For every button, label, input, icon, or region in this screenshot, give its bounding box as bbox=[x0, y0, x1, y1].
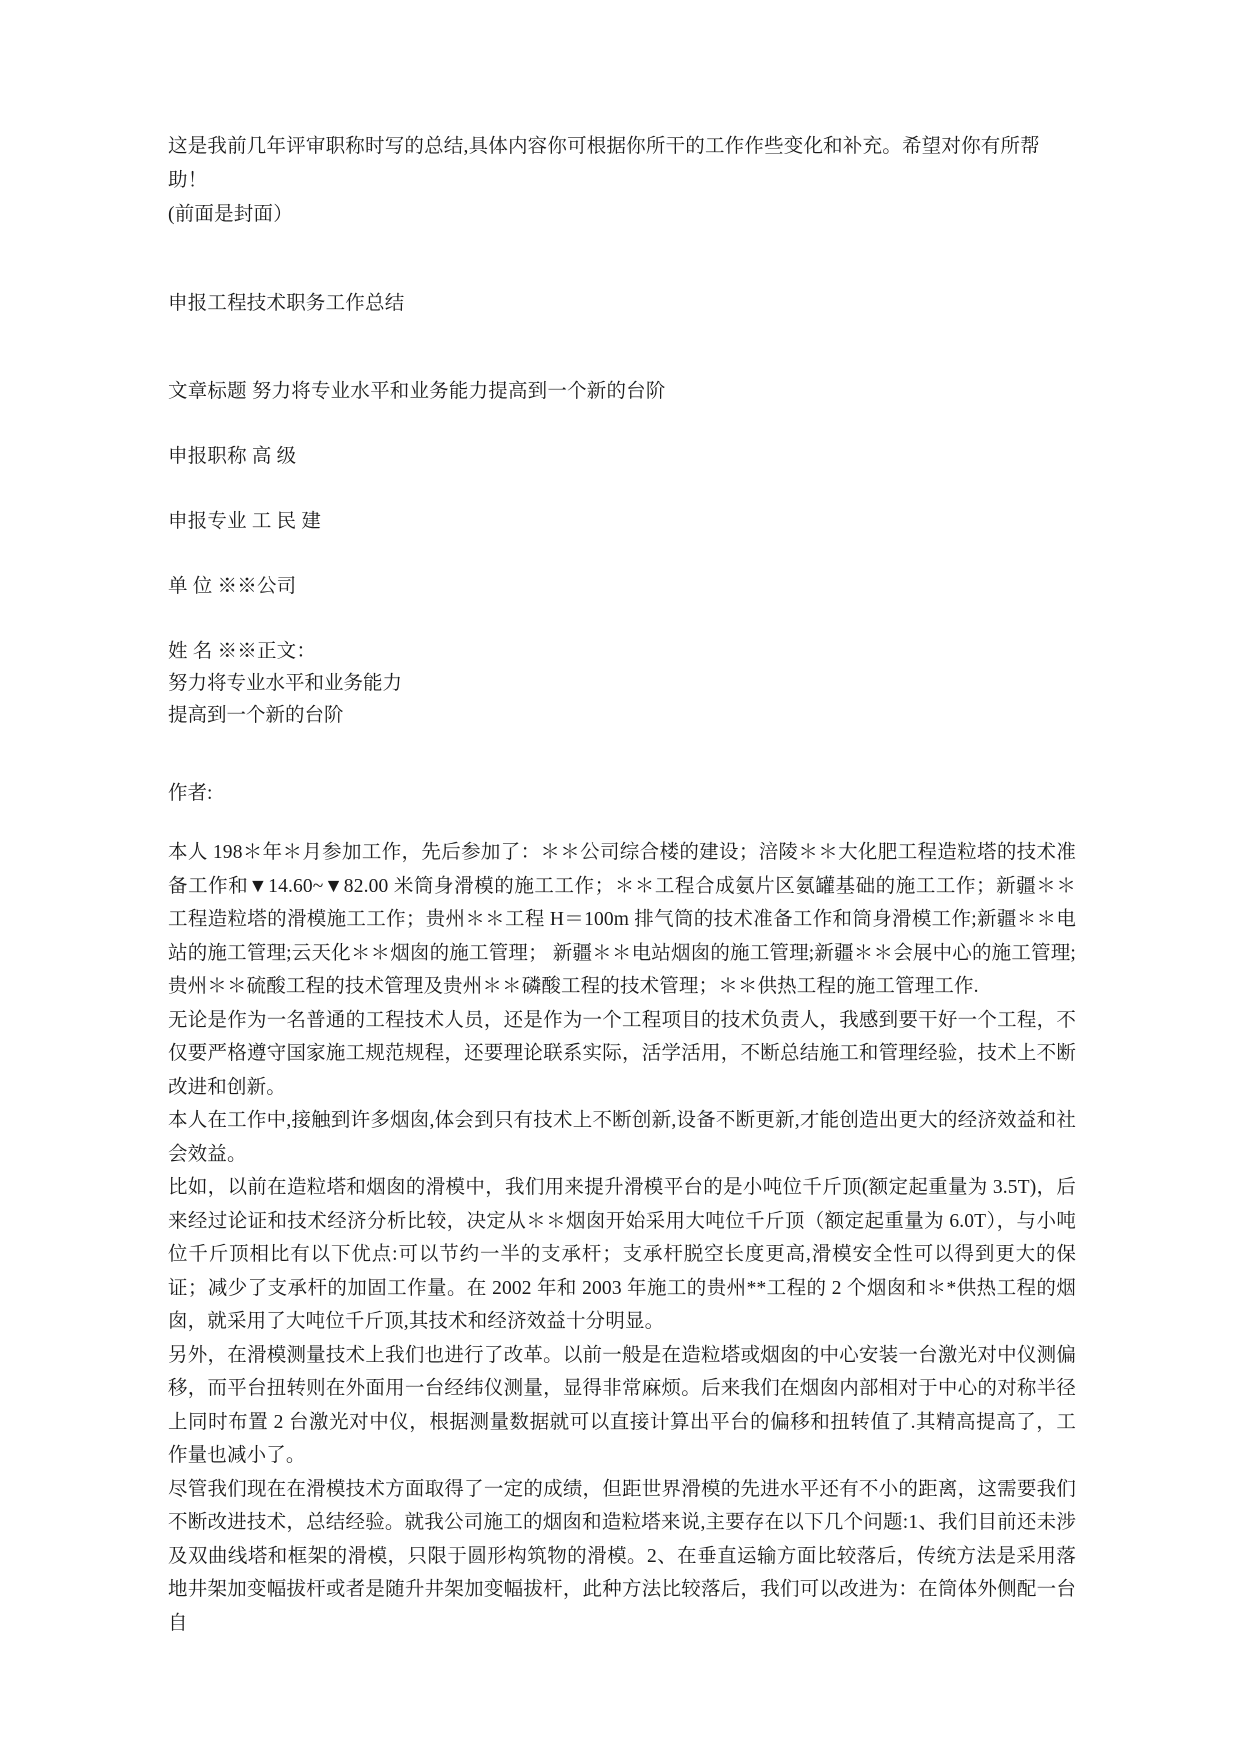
paragraph-3: 本人在工作中,接触到许多烟囱,体会到只有技术上不断创新,设备不断更新,才能创造出更大的经济效益和社会效益。 bbox=[168, 1110, 1076, 1165]
field-unit: 单 位 ※※公司 bbox=[168, 576, 297, 597]
paragraph-4: 比如，以前在造粒塔和烟囱的滑模中，我们用来提升滑模平台的是小吨位千斤顶(额定起重量为 3.5T)，后来经过论证和技术经济分析比较，决定从＊＊烟囱开始采用大吨位千斤顶（额定起重量为 6.0T），与小吨位千斤顶相比有以下优点:可以节约一半的支承杆；支承杆脱空长度更高,滑模安全性可以得到更大的保证；减少了支承杆的加固工作量。在 2002 年和 2003 年施工的贵州**工程的 2 个烟囱和＊*供热工程的烟囱，就采用了大吨位千斤顶,其技术和经济效益十分明显。 bbox=[168, 1177, 1076, 1332]
paragraph-2: 无论是作为一名普通的工程技术人员，还是作为一个工程项目的技术负责人，我感到要干好一个工程，不仅要严格遵守国家施工规范规程，还要理论联系实际，活学活用，不断总结施工和管理经验，技术上不断改进和创新。 bbox=[168, 1009, 1076, 1098]
title-line-2: 提高到一个新的台阶 bbox=[168, 705, 344, 726]
paragraph-6: 尽管我们现在在滑模技术方面取得了一定的成绩，但距世界滑模的先进水平还有不小的距离，这需要我们不断改进技术，总结经验。就我公司施工的烟囱和造粒塔来说,主要存在以下几个问题:1、我们目前还未涉及双曲线塔和框架的滑模，只限于圆形构筑物的滑模。2、在垂直运输方面比较落后，传统方法是采用落地井架加变幅拔杆或者是随升井架加变幅拔杆，此种方法比较落后，我们可以改进为：在筒体外侧配一台自 bbox=[168, 1478, 1076, 1634]
document-heading: 申报工程技术职务工作总结 bbox=[168, 293, 405, 314]
intro-line-2: (前面是封面） bbox=[168, 204, 293, 225]
title-line-1: 努力将专业水平和业务能力 bbox=[168, 673, 403, 694]
field-declared-title: 申报职称 高 级 bbox=[168, 446, 297, 467]
body-text bbox=[168, 836, 1076, 1640]
spacer bbox=[168, 732, 1076, 778]
field-name: 姓 名 ※※正文： bbox=[168, 641, 317, 662]
paragraph-1: 本人 198＊年＊月参加工作，先后参加了：＊＊公司综合楼的建设；涪陵＊＊大化肥工程造粒塔的技术准备工作和▼14.60~▼82.00 米筒身滑模的施工工作；＊＊工程合成氨片区氨罐基础的施工工作；新疆＊＊工程造粒塔的滑模施工工作；贵州＊＊工程 H＝100m 排气筒的技术准备工作和筒身滑模工作;新疆＊＊电站的施工管理;云天化＊＊烟囱的施工管理； 新疆＊＊电站烟囱的施工管理;新疆＊＊会展中心的施工管理;贵州＊＊硫酸工程的技术管理及贵州＊＊磷酸工程的技术管理；＊＊供热工程的施工管理工作. bbox=[168, 842, 1076, 997]
field-article-title: 文章标题 努力将专业水平和业务能力提高到一个新的台阶 bbox=[168, 381, 666, 402]
intro-block bbox=[168, 130, 1076, 232]
spacer bbox=[168, 232, 1076, 288]
spacer bbox=[168, 810, 1076, 836]
paragraph-5: 另外，在滑模测量技术上我们也进行了改革。以前一般是在造粒塔或烟囱的中心安装一台激光对中仪测偏移，而平台扭转则在外面用一台经纬仪测量，显得非常麻烦。后来我们在烟囱内部相对于中心的对称半径上同时布置 2 台激光对中仪，根据测量数据就可以直接计算出平台的偏移和扭转值了.其精高提高了，工作量也减小了。 bbox=[168, 1344, 1076, 1466]
spacer bbox=[168, 320, 1076, 376]
field-declared-major: 申报专业 工 民 建 bbox=[168, 511, 322, 532]
author-label: 作者: bbox=[168, 783, 213, 804]
intro-line-1: 这是我前几年评审职称时写的总结,具体内容你可根据你所干的工作作些变化和补充。希望对你有所帮助！ bbox=[168, 136, 1040, 191]
